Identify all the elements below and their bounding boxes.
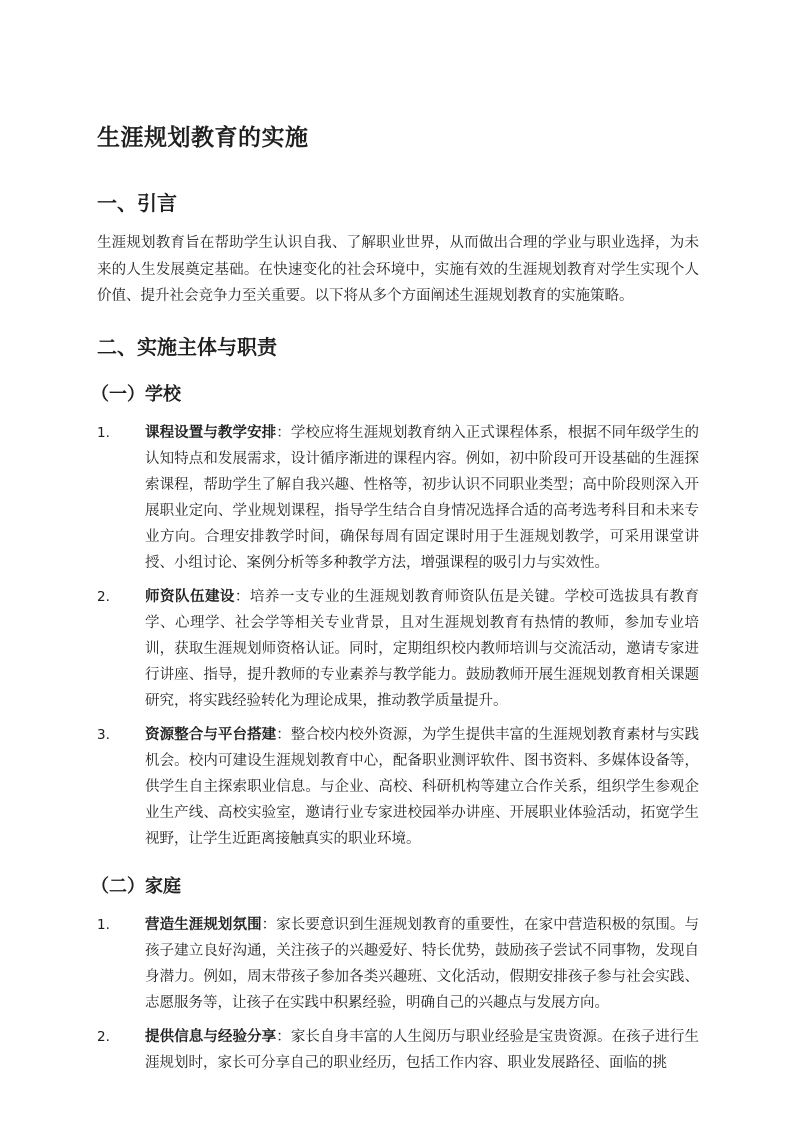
list-number: 2. [97,1028,110,1045]
subsection-heading-family: （二）家庭 [91,875,181,897]
item-text: ：学校应将生涯规划教育纳入正式课程体系，根据不同年级学生的认知特点和发展需求，设计循序渐进的课程内容。例如，初中阶段可开设基础的生涯探索课程，帮助学生了解自我兴趣、性格等，初步认识不同职业类型；高中阶段则深入开展职业定向、学业规划课程，指导学生结合自身情况选择合适的高考选考科目和未来专业方向。合理安排教学时间，确保每周有固定课时用于生涯规划教学，可采用课堂讲授、小组讨论、案例分析等多种教学方法，增强课程的吸引力与实效性。 [145,424,700,571]
item-text: ：整合校内校外资源，为学生提供丰富的生涯规划教育素材与实践机会。校内可建设生涯规划教育中心，配备职业测评软件、图书资料、多媒体设备等，供学生自主探索职业信息。与企业、高校、科研机构等建立合作关系，组织学生参观企业生产线、高校实验室，邀请行业专家进校园举办讲座、开展职业体验活动，拓宽学生视野，让学生近距离接触真实的职业环境。 [145,726,700,847]
list-item [97,584,699,714]
page-title: 生涯规划教育的实施 [97,125,309,151]
school-list [97,420,699,852]
section-heading-main: 二、实施主体与职责 [97,334,277,359]
item-lead: 资源整合与平台搭建 [145,726,277,743]
list-item [97,1024,699,1076]
item-text: ：家长要意识到生涯规划教育的重要性，在家中营造积极的氛围。与孩子建立良好沟通，关注孩子的兴趣爱好、特长优势，鼓励孩子尝试不同事物，发现自身潜力。例如，周末带孩子参加各类兴趣班、文化活动，假期安排孩子参与社会实践、志愿服务等，让孩子在实践中积累经验，明确自己的兴趣点与发展方向。 [145,916,700,1011]
family-list [97,912,699,1076]
list-number: 1. [97,424,110,441]
item-lead: 师资队伍建设 [145,588,235,605]
item-text: ：家长自身丰富的人生阅历与职业经验是宝贵资源。在孩子进行生涯规划时，家长可分享自己的职业经历，包括工作内容、职业发展路径、面临的挑 [145,1028,700,1071]
section-heading-intro: 一、引言 [97,191,177,215]
subsection-heading-school: （一）学校 [91,383,181,405]
intro-paragraph: 生涯规划教育旨在帮助学生认识自我、了解职业世界，从而做出合理的学业与职业选择，为未来的人生发展奠定基础。在快速变化的社会环境中，实施有效的生涯规划教育对学生实现个人价值、提升社会竞争力至关重要。以下将从多个方面阐述生涯规划教育的实施策略。 [97,235,699,304]
list-number: 1. [97,916,110,933]
list-number: 2. [97,588,110,605]
item-lead: 课程设置与教学安排 [145,424,277,441]
item-text: ：培养一支专业的生涯规划教育师资队伍是关键。学校可选拔具有教育学、心理学、社会学等相关专业背景，且对生涯规划教育有热情的教师，参加专业培训，获取生涯规划师资格认证。同时，定期组织校内教师培训与交流活动，邀请专家进行讲座、指导，提升教师的专业素养与教学能力。鼓励教师开展生涯规划教育相关课题研究，将实践经验转化为理论成果，推动教学质量提升。 [145,588,700,709]
item-lead: 提供信息与经验分享 [145,1028,277,1045]
item-lead: 营造生涯规划氛围 [145,916,262,933]
list-item [97,912,699,1016]
list-number: 3. [97,726,110,743]
list-item [97,722,699,852]
list-item [97,420,699,576]
